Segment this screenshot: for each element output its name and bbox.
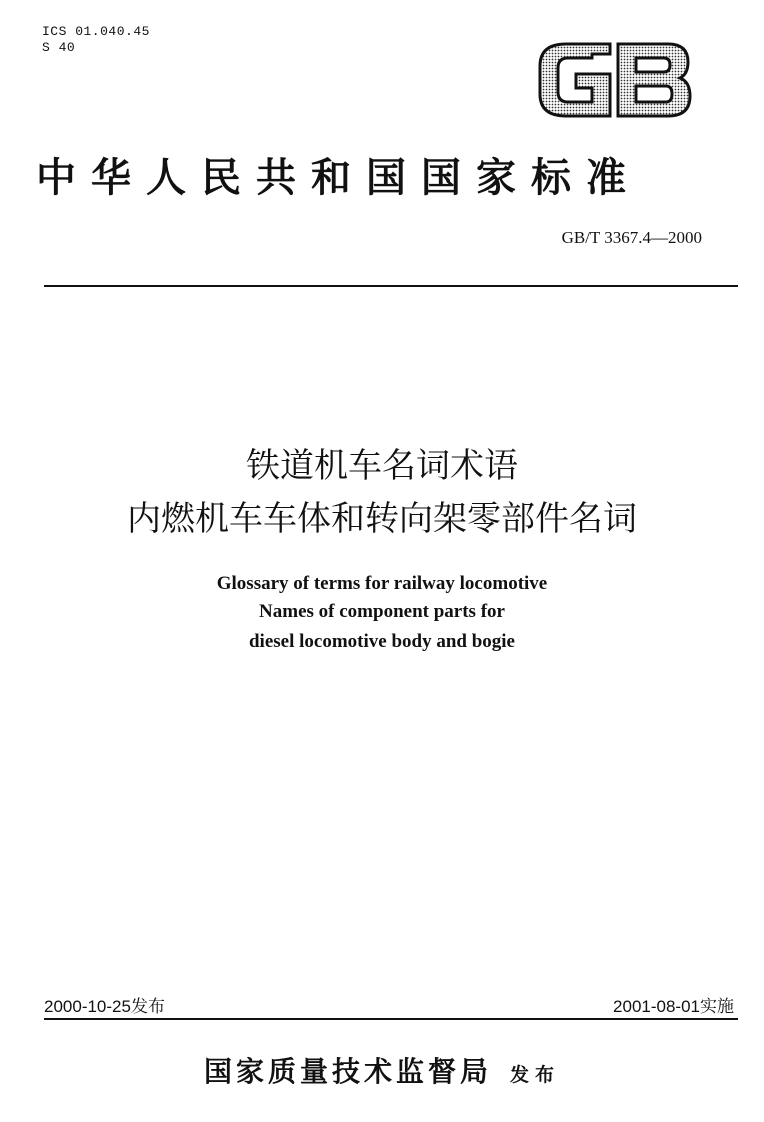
ics-classification [42, 24, 150, 56]
title-en-line3: diesel locomotive body and bogie [248, 631, 515, 652]
title-en-line2: Names of component parts for [259, 601, 505, 622]
bottom-divider [44, 1018, 738, 1020]
standard-name: 中华人民共和国国家标准 [36, 154, 641, 201]
implementation-date: 2001-08-01实施 [613, 997, 734, 1016]
standard-number: GB/T 3367.4—2000 [561, 228, 702, 247]
ics-code: ICS 01.040.45 [42, 24, 150, 39]
publisher-name: 国家质量技术监督局 [203, 1055, 492, 1088]
gb-logo [536, 40, 692, 120]
title-cn-line2: 内燃机车车体和转向架零部件名词 [127, 500, 637, 538]
class-code: S 40 [42, 40, 76, 55]
title-en-line1: Glossary of terms for railway locomotive [216, 573, 548, 594]
publish-action: 发布 [510, 1064, 561, 1086]
issue-date: 2000-10-25发布 [44, 997, 165, 1016]
top-divider [44, 285, 738, 287]
publisher-line [0, 1050, 764, 1090]
title-cn-line1: 铁道机车名词术语 [246, 447, 518, 485]
